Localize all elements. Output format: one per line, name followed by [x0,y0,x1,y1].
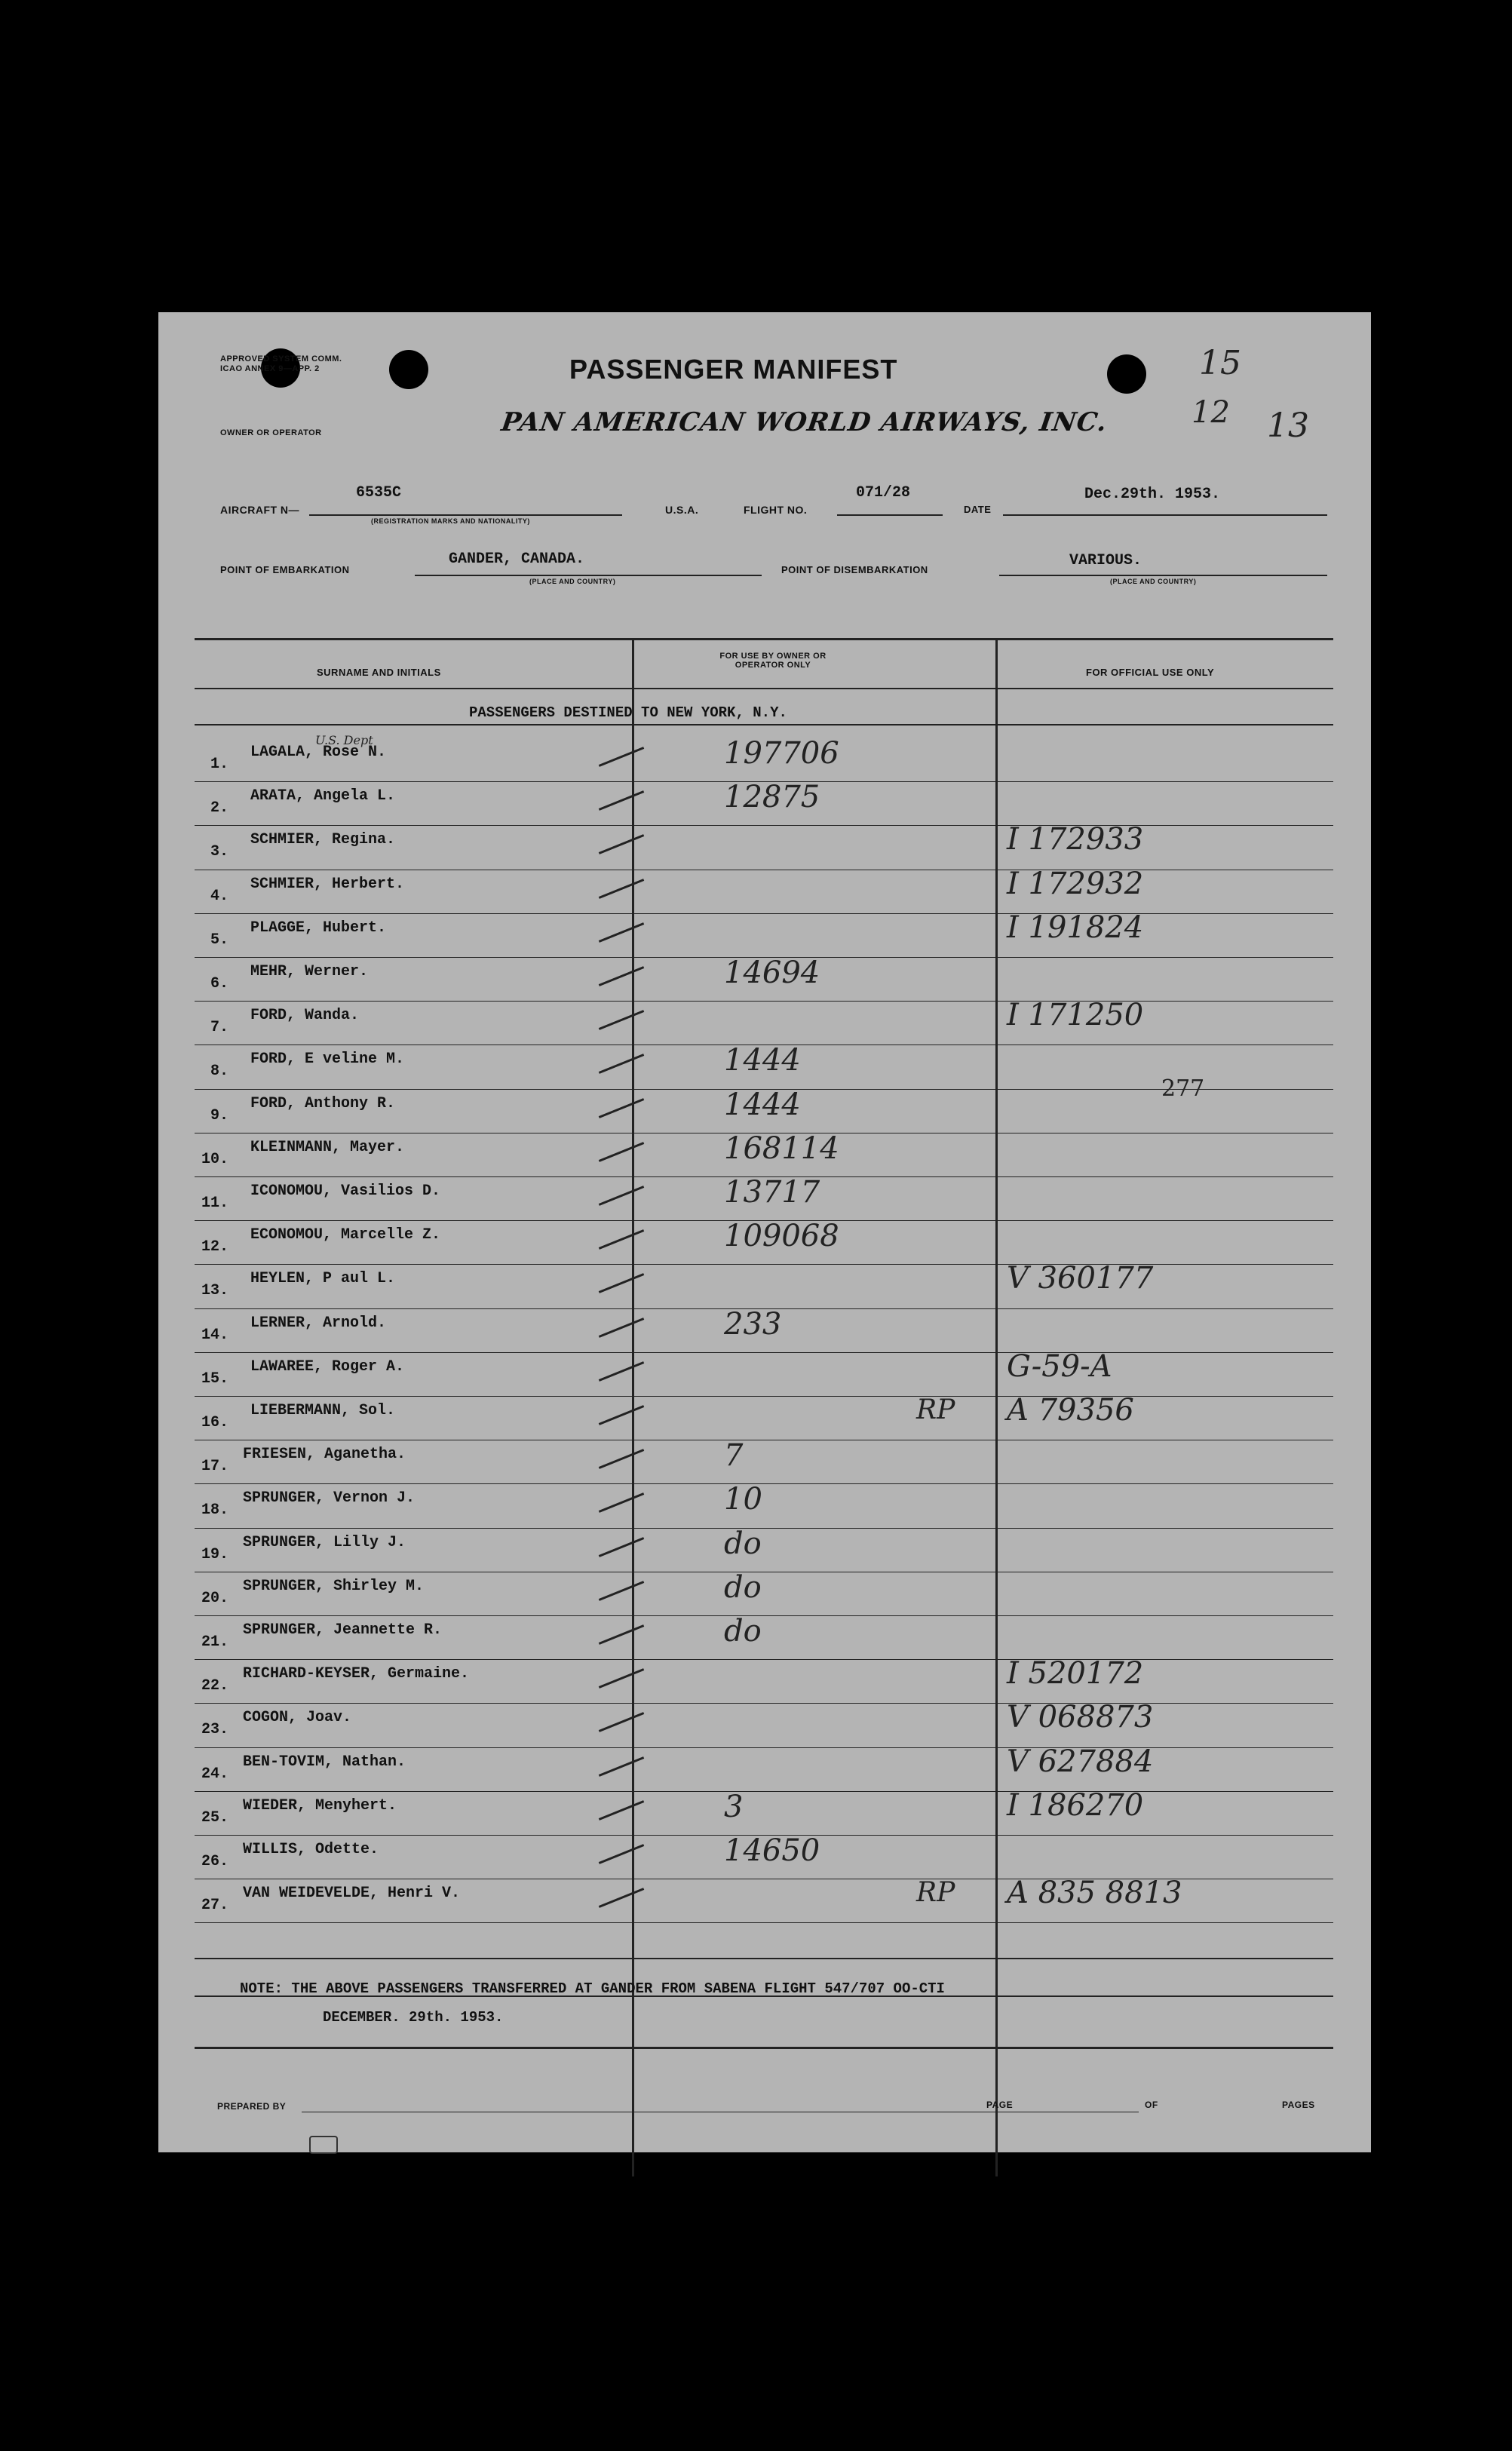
aircraft-label: AIRCRAFT N— [220,504,300,516]
check-mark [599,747,644,767]
check-mark [599,1142,644,1162]
check-mark [599,1537,644,1557]
row-rule [195,1747,1333,1748]
check-mark [599,1449,644,1469]
disembark-value: VARIOUS. [1069,552,1142,569]
passenger-row [158,1614,1371,1661]
check-mark [599,966,644,986]
passenger-name: SCHMIER, Herbert. [250,875,405,893]
row-number: 14. [201,1326,228,1344]
check-mark [599,1054,644,1075]
column-header-official-use: FOR OFFICIAL USE ONLY [1086,667,1215,678]
check-mark [599,1274,644,1294]
passenger-name: MEHR, Werner. [250,963,369,980]
passenger-row [158,1348,1371,1397]
check-mark [599,1888,644,1908]
passenger-row [158,998,1371,1046]
official-use-value: V 360177 [1007,1261,1154,1296]
passenger-name: SPRUNGER, Shirley M. [243,1577,425,1595]
owner-use-value: 168114 [724,1130,839,1166]
passenger-row [158,1526,1371,1573]
check-mark [599,1229,644,1250]
passenger-name: SCHMIER, Regina. [250,831,396,849]
official-use-value: G-59-A [1007,1348,1112,1384]
row-number: 21. [201,1633,228,1651]
passenger-name: FRIESEN, Aganetha. [243,1446,406,1464]
passenger-name: VAN WEIDEVELDE, Henri V. [243,1885,461,1903]
row-rule [195,1615,1333,1616]
row-number: 10. [201,1150,228,1168]
row-number: 17. [201,1458,228,1476]
check-mark [599,835,644,855]
page-label: PAGE [986,2100,1014,2110]
official-use-value: A 79356 [1007,1393,1134,1428]
manifest-sheet [158,312,1371,2152]
passenger-row [158,1075,1371,1134]
owner-use-value: do [724,1569,762,1605]
passenger-row [158,1744,1371,1793]
check-mark [599,1581,644,1601]
punch-hole-right [1107,354,1146,394]
passenger-name: LIEBERMANN, Sol. [250,1402,396,1419]
passenger-row [158,1700,1371,1748]
row-number: 12. [201,1238,228,1256]
passenger-name: ECONOMOU, Marcelle Z. [250,1226,441,1244]
column-header-surname: SURNAME AND INITIALS [317,667,441,678]
punch-hole-center [389,350,428,389]
row-number: 6. [210,975,228,992]
row-rule [195,1528,1333,1529]
passenger-name: FORD, Wanda. [250,1007,360,1025]
owner-use-value: 12875 [724,780,820,815]
owner-label: OWNER OR OPERATOR [220,428,322,437]
section-heading: PASSENGERS DESTINED TO NEW YORK, N.Y. [469,704,787,721]
check-mark [599,879,644,899]
row-rule [195,1352,1333,1353]
row-number: 2. [210,799,228,818]
owner-use-value: do [724,1614,762,1649]
owner-use-value: 1444 [724,1087,801,1122]
flight-value: 071/28 [856,484,911,502]
aircraft-value: 6535C [356,484,402,502]
check-mark [599,1361,644,1382]
owner-use-value: 7 [724,1438,744,1474]
passenger-row [158,866,1371,915]
pages-label: PAGES [1282,2100,1315,2110]
passenger-row [158,1393,1371,1441]
embark-label: POINT OF EMBARKATION [220,564,350,575]
check-mark [599,1668,644,1689]
row-number: 15. [201,1370,228,1388]
passenger-name: SPRUNGER, Vernon J. [243,1489,416,1508]
check-mark [599,1800,644,1821]
passenger-row [158,1876,1371,1924]
passenger-name: FORD, E veline M. [250,1051,405,1069]
row-rule [195,825,1333,826]
passenger-row [158,910,1371,959]
stamp-mark [309,2136,338,2154]
row-number: 9. [210,1106,228,1124]
passenger-name: SPRUNGER, Lilly J. [243,1533,406,1551]
owner-use-value: 14650 [724,1833,820,1868]
owner-use-value: RP [916,1877,955,1909]
check-mark [599,922,644,943]
row1-annotation: U.S. Dept [315,733,373,747]
row-number: 23. [201,1721,228,1739]
passenger-name: WILLIS, Odette. [243,1841,379,1858]
flight-label: FLIGHT NO. [744,504,808,516]
passenger-row [158,1306,1371,1354]
passenger-name: ICONOMOU, Vasilios D. [250,1183,441,1200]
row-number: 25. [201,1808,228,1827]
check-mark [599,790,644,811]
check-mark [599,1098,644,1118]
corner-mark-2: 12 [1192,395,1230,430]
row-number: 7. [210,1019,228,1037]
row-number: 18. [201,1502,228,1520]
passenger-name: LAWAREE, Roger A. [250,1357,405,1376]
prepared-label: PREPARED BY [217,2101,287,2112]
disembark-caption: (PLACE AND COUNTRY) [1110,578,1197,585]
passenger-name: LAGALA, Rose N. [250,744,387,761]
passenger-name: ARATA, Angela L. [250,787,396,805]
passenger-row [158,1219,1371,1265]
owner-use-value: RP [916,1394,955,1425]
official-use-value: A 835 8813 [1007,1876,1182,1911]
passenger-row [158,780,1371,827]
passenger-row [158,1130,1371,1178]
passenger-row [158,1656,1371,1704]
owner-use-value: 1444 [724,1043,801,1078]
passenger-name: FORD, Anthony R. [250,1094,396,1112]
official-use-value: I 172932 [1007,866,1144,901]
row-number: 3. [210,843,228,861]
owner-use-value: 109068 [724,1219,839,1254]
row-number: 1. [210,756,228,773]
note-line-1: NOTE: THE ABOVE PASSENGERS TRANSFERRED AT GANDER FROM SABENA FLIGHT 547/707 OO-CTI [240,1980,945,1997]
passenger-name: COGON, Joav. [243,1709,352,1727]
row-rule [195,1483,1333,1484]
row-rule [195,1264,1333,1265]
passenger-row [158,956,1371,1002]
row-rule [195,1922,1333,1923]
official-use-value: V 068873 [1007,1700,1154,1735]
row-number: 16. [201,1414,228,1431]
row-number: 20. [201,1589,228,1607]
note-line-2: DECEMBER. 29th. 1953. [323,2009,504,2026]
passenger-name: LERNER, Arnold. [250,1314,387,1332]
row-number: 22. [201,1677,228,1695]
approval-note: APPROVED SYSTEM COMM. ICAO ANNEX 9—APP. 2 [220,354,342,373]
row-rule [195,1396,1333,1397]
row-number: 27. [201,1897,228,1915]
owner-use-value: 3 [724,1789,744,1824]
row-number: 26. [201,1853,228,1870]
official-use-value: I 186270 [1007,1787,1144,1823]
embark-value: GANDER, CANADA. [449,551,585,568]
passenger-row [158,1261,1371,1309]
passenger-row [158,1175,1371,1222]
row-rule [195,1791,1333,1792]
date-label: DATE [964,504,992,515]
row-number: 11. [201,1195,228,1212]
passenger-name: PLAGGE, Hubert. [250,919,387,937]
official-use-value: 277 [1161,1075,1205,1102]
row-number: 4. [210,887,228,905]
official-use-value: I 172933 [1007,822,1144,857]
passenger-row [158,1787,1371,1836]
check-mark [599,1405,644,1425]
row-number: 8. [210,1063,228,1081]
date-value: Dec.29th. 1953. [1084,486,1221,503]
corner-mark-3: 13 [1267,406,1309,445]
owner-use-value: 197706 [724,736,839,771]
passenger-row [158,1482,1371,1529]
row-rule [195,913,1333,914]
passenger-name: BEN-TOVIM, Nathan. [243,1753,406,1771]
row-rule [195,1001,1333,1002]
row-number: 5. [210,931,228,949]
check-mark [599,1010,644,1030]
owner-use-value: do [724,1526,762,1561]
row-rule [195,1659,1333,1660]
column-header-owner-use: FOR USE BY OWNER OR OPERATOR ONLY [719,652,827,670]
passenger-name: SPRUNGER, Jeannette R. [243,1621,443,1639]
check-mark [599,1318,644,1338]
usa-label: U.S.A. [665,504,699,516]
passenger-name: RICHARD-KEYSER, Germaine. [243,1665,470,1683]
embark-caption: (PLACE AND COUNTRY) [529,578,616,585]
owner-use-value: 10 [724,1482,762,1517]
passenger-row [158,1833,1371,1880]
passenger-name: HEYLEN, P aul L. [250,1270,396,1288]
registration-caption: (REGISTRATION MARKS AND NATIONALITY) [371,517,530,525]
passenger-row [158,822,1371,870]
official-use-value: I 191824 [1007,910,1144,945]
airline-name: PAN AMERICAN WORLD AIRWAYS, INC. [499,407,1109,437]
check-mark [599,1493,644,1514]
official-use-value: I 520172 [1007,1656,1144,1692]
check-mark [599,1713,644,1733]
check-mark [599,1844,644,1864]
official-use-value: I 171250 [1007,998,1144,1033]
check-mark [599,1624,644,1645]
check-mark [599,1186,644,1206]
owner-use-value: 13717 [724,1175,820,1210]
official-use-value: V 627884 [1007,1744,1154,1779]
form-title: PASSENGER MANIFEST [569,354,898,385]
row-rule [195,1703,1333,1704]
corner-mark-1: 15 [1199,344,1241,382]
check-mark [599,1756,644,1777]
disembark-label: POINT OF DISEMBARKATION [781,564,928,575]
of-label: OF [1145,2100,1158,2110]
passenger-row [158,1569,1371,1617]
owner-use-value: 14694 [724,956,820,990]
row-number: 13. [201,1282,228,1300]
passenger-name: WIEDER, Menyhert. [243,1796,397,1814]
row-number: 19. [201,1545,228,1563]
owner-use-value: 233 [724,1306,782,1342]
passenger-name: KLEINMANN, Mayer. [250,1138,405,1156]
row-number: 24. [201,1765,228,1783]
passenger-row [158,1438,1371,1485]
